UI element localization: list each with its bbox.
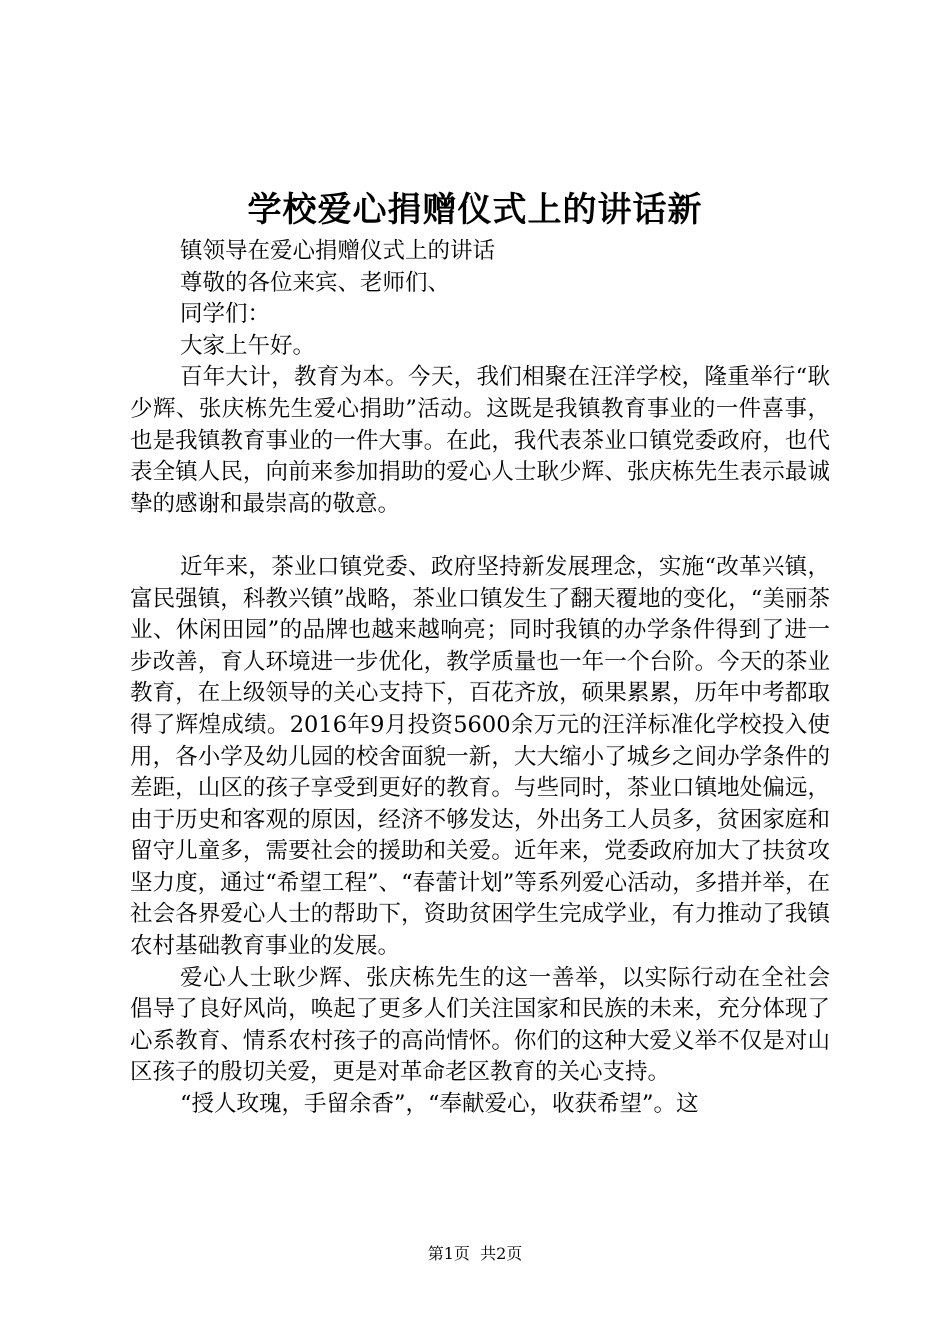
paragraph-spacer [130,520,830,552]
paragraph: 百年大计，教育为本。今天，我们相聚在汪洋学校，隆重举行“耿少辉、张庆栋先生爱心捐助”活动。这既是我镇教育事业的一件喜事，也是我镇教育事业的一件大事。在此，我代表茶业口镇党委政府，也代表全镇人民，向前来参加捐助的爱心人士耿少辉、张庆栋先生表示最诚挚的感谢和最崇高的敬意。 [130,364,830,517]
page-footer [0,1242,950,1266]
page-number: 第1页 共2页 [427,1244,523,1263]
paragraph: “授人玫瑰，手留余香”，“奉献爱心，收获希望”。这 [180,1091,699,1118]
salutation-line: 同学们： [180,301,271,328]
document-title: 学校爱心捐赠仪式上的讲话新 [247,190,703,230]
intro-line: 镇领导在爱心捐赠仪式上的讲话 [180,238,496,264]
document-body [130,236,830,1121]
paragraph: 爱心人士耿少辉、张庆栋先生的这一善举，以实际行动在全社会倡导了良好风尚，唤起了更多人们关注国家和民族的未来，充分体现了心系教育、情系农村孩子的高尚情怀。你们的这种大爱义举不仅是对山区孩子的殷切关爱，更是对革命老区教育的关心支持。 [130,964,830,1086]
paragraph: 近年来，茶业口镇党委、政府坚持新发展理念，实施“改革兴镇，富民强镇，科教兴镇”战略，茶业口镇发生了翻天覆地的变化，“美丽茶业、休闲田园”的品牌也越来越响亮；同时我镇的办学条件得到了进一步改善，育人环境进一步优化，教学质量也一年一个台阶。今天的茶业教育，在上级领导的关心支持下，百花齐放，硕果累累，历年中考都取得了辉煌成绩。2016年9月投资5600余万元的汪洋标准化学校投入使用，各小学及幼儿园的校舍面貌一新，大大缩小了城乡之间办学条件的差距，山区的孩子享受到更好的教育。与些同时，茶业口镇地处偏远，由于历史和客观的原因，经济不够发达，外出务工人员多，贫困家庭和留守儿童多，需要社会的援助和关爱。近年来，党委政府加大了扶贫攻坚力度，通过“希望工程”、“春蕾计划”等系列爱心活动，多措并举，在社会各界爱心人士的帮助下，资助贫困学生完成学业，有力推动了我镇农村基础教育事业的发展。 [130,553,830,960]
salutation-line: 尊敬的各位来宾、老师们、 [180,269,451,296]
greeting-line: 大家上午好。 [180,332,316,359]
